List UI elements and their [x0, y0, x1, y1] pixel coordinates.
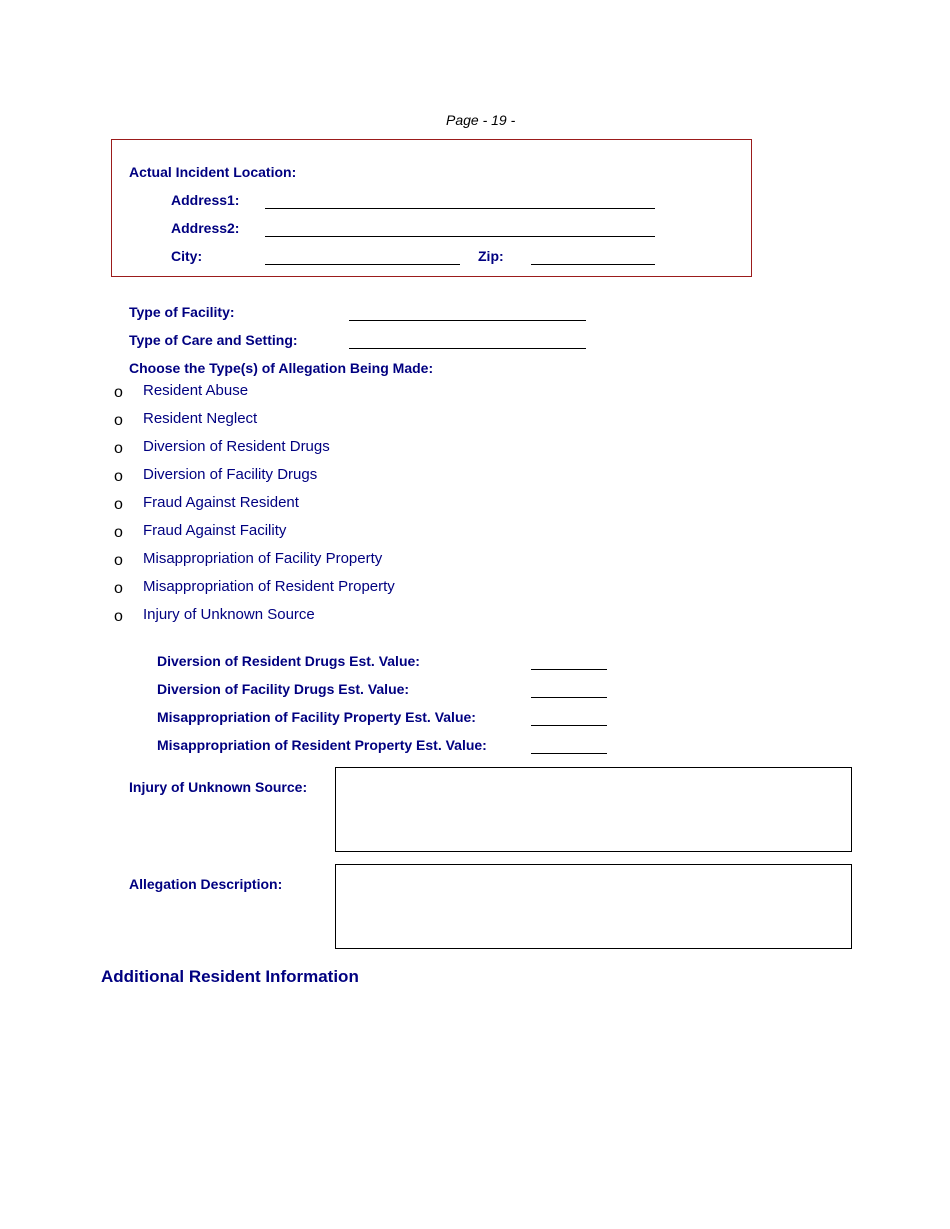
- allegation-option-label: Resident Neglect: [143, 410, 258, 427]
- checkbox-bullet-icon: o: [114, 608, 123, 625]
- facility-type-label: Type of Facility:: [129, 304, 235, 320]
- page-number: Page - 19 -: [446, 112, 516, 128]
- facility-type-field[interactable]: [349, 320, 586, 321]
- injury-source-label: Injury of Unknown Source:: [129, 779, 308, 795]
- incident-location-heading: Actual Incident Location:: [129, 164, 297, 180]
- checkbox-bullet-icon: o: [114, 440, 123, 457]
- allegation-option[interactable]: [114, 494, 514, 516]
- allegation-option-label: Diversion of Resident Drugs: [143, 438, 330, 455]
- allegation-option[interactable]: [114, 410, 514, 432]
- checkbox-bullet-icon: o: [114, 524, 123, 541]
- allegation-option[interactable]: [114, 550, 514, 572]
- zip-field[interactable]: [531, 264, 655, 265]
- address1-field[interactable]: [265, 208, 655, 209]
- address2-label: Address2:: [171, 220, 240, 236]
- checkbox-bullet-icon: o: [114, 384, 123, 401]
- city-field[interactable]: [265, 264, 460, 265]
- address2-field[interactable]: [265, 236, 655, 237]
- est-value-field[interactable]: [531, 753, 607, 754]
- allegation-option-label: Resident Abuse: [143, 382, 249, 399]
- allegation-option[interactable]: [114, 606, 514, 628]
- care-setting-field[interactable]: [349, 348, 586, 349]
- injury-source-textarea[interactable]: [335, 767, 852, 852]
- checkbox-bullet-icon: o: [114, 496, 123, 513]
- address1-label: Address1:: [171, 192, 240, 208]
- allegation-option-label: Fraud Against Facility: [143, 522, 287, 539]
- city-label: City:: [171, 248, 203, 264]
- allegation-description-label: Allegation Description:: [129, 876, 283, 892]
- allegation-option-label: Fraud Against Resident: [143, 494, 299, 511]
- allegation-option[interactable]: [114, 466, 514, 488]
- est-value-field[interactable]: [531, 697, 607, 698]
- care-setting-label: Type of Care and Setting:: [129, 332, 298, 348]
- est-value-label: Diversion of Resident Drugs Est. Value:: [157, 653, 420, 669]
- allegation-option[interactable]: [114, 522, 514, 544]
- allegation-option[interactable]: [114, 382, 514, 404]
- zip-label: Zip:: [478, 248, 504, 264]
- allegation-types-heading: Choose the Type(s) of Allegation Being Made:: [129, 360, 434, 376]
- allegation-option[interactable]: [114, 438, 514, 460]
- checkbox-bullet-icon: o: [114, 468, 123, 485]
- allegation-option[interactable]: [114, 578, 514, 600]
- allegation-option-label: Injury of Unknown Source: [143, 606, 315, 623]
- est-value-field[interactable]: [531, 669, 607, 670]
- checkbox-bullet-icon: o: [114, 552, 123, 569]
- est-value-field[interactable]: [531, 725, 607, 726]
- est-value-label: Misappropriation of Facility Property Est. Value:: [157, 709, 476, 725]
- est-value-label: Diversion of Facility Drugs Est. Value:: [157, 681, 410, 697]
- allegation-description-textarea[interactable]: [335, 864, 852, 949]
- est-value-label: Misappropriation of Resident Property Est. Value:: [157, 737, 487, 753]
- additional-resident-info-heading: Additional Resident Information: [101, 967, 359, 986]
- allegation-option-label: Misappropriation of Facility Property: [143, 550, 383, 567]
- allegation-option-label: Misappropriation of Resident Property: [143, 578, 395, 595]
- allegation-option-label: Diversion of Facility Drugs: [143, 466, 318, 483]
- checkbox-bullet-icon: o: [114, 412, 123, 429]
- checkbox-bullet-icon: o: [114, 580, 123, 597]
